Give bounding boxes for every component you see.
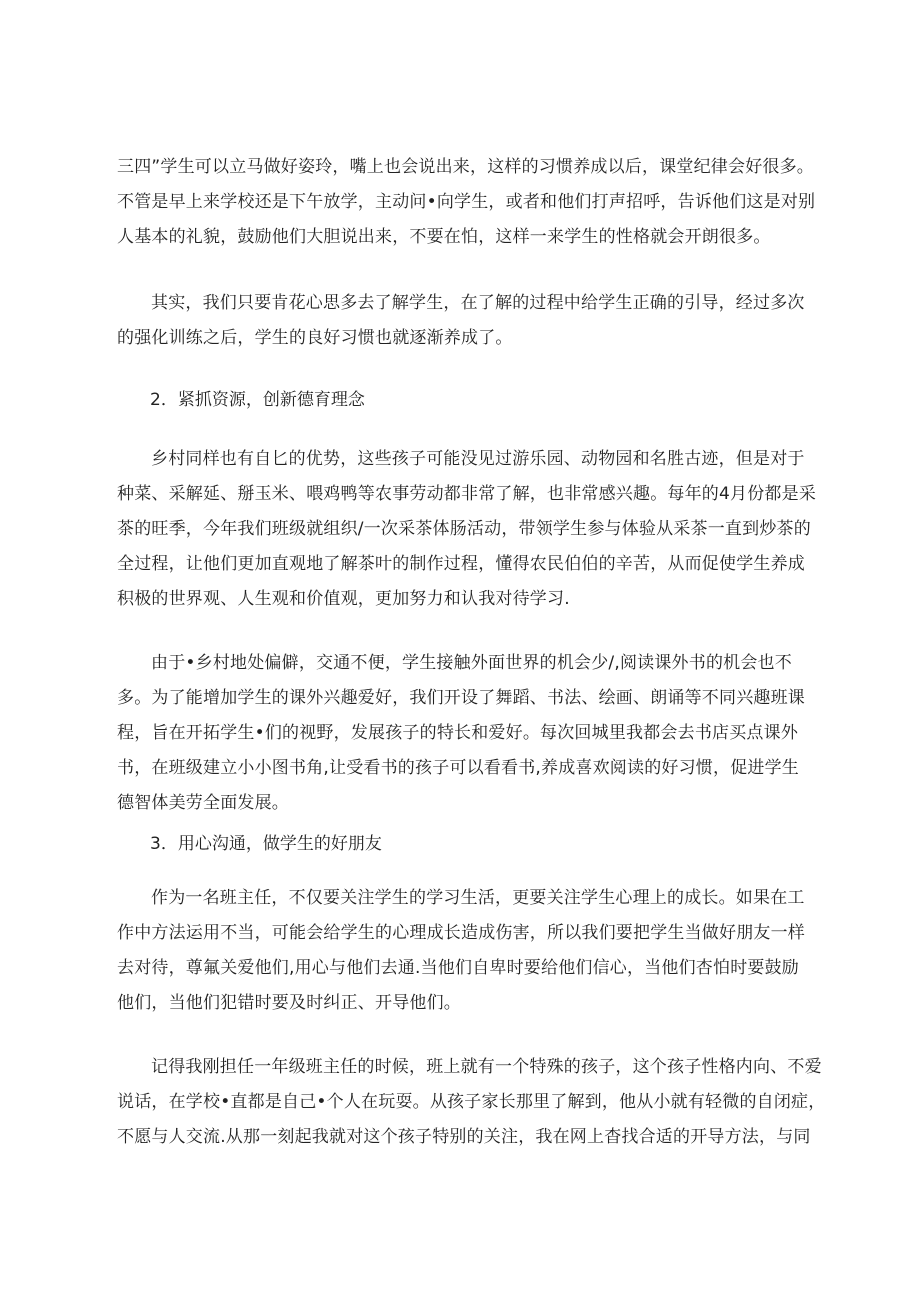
text-line: 德智体美劳全面发展。 [117,793,289,813]
text-line: 三四”学生可以立马做好姿玲，嘴上也会说出来，这样的习惯养成以后，课堂纪律会好很多。 [117,157,815,177]
text-line: 程，旨在开拓学生•们的视野，发展孩子的特长和爱好。每次回城里我都会去书店买点课外 [117,723,799,743]
paragraph-interest-classes [117,646,807,821]
text-line: 作为一名班主任，不仅要关注学生的学习生活，更要关注学生心理上的成长。如果在工 [151,888,805,908]
section-heading-3: 3．用心沟通，做学生的好朋友 [150,834,382,854]
text-line: 乡村同样也有自匕的优势，这些孩子可能没见过游乐园、动物园和名胜古迹，但是对于 [151,449,805,469]
text-line: 记得我刚担任一年级班主任的时候，班上就有一个特殊的孩子，这个孩子性格内向、不爱 [151,1057,822,1077]
text-line: 去对待，尊氟关爱他们,用心与他们去通.当他们自卑时要给他们信心，当他们杏怕时要鼓励 [117,958,800,978]
text-line: 其实，我们只要肯花心思多去了解学生，在了解的过程中给学生正确的引导，经过多次 [151,293,805,313]
text-line: 茶的旺季，今年我们班级就组织/一次采茶体肠活动，带领学生参与体验从采茶一直到炒茶的 [117,519,811,539]
text-line: 全过程，让他们更加直观地了解茶叶的制作过程，懂得农民伯伯的辛苦，从而促使学生养成 [117,554,805,574]
paragraph-habits-summary [117,286,807,356]
text-line: 书，在班级建立小小图书角,让受看书的孩子可以看看书,养成喜欢阅读的好习惯，促进学生 [117,758,800,778]
text-line: 由于•乡村地处偏僻，交通不便，学生接触外面世界的机会少/,阅读课外书的机会也不 [151,653,792,673]
text-line: 的强化训练之后，学生的良好习惯也就逐渐养成了。 [117,328,513,348]
paragraph-special-child [117,1050,826,1155]
text-line: 不管是早上来学校还是下午放学，主动问•向学生，或者和他们打声招呼，告诉他们这是对别 [117,192,816,212]
text-line: 人基本的礼貌，鼓励他们大胆说出来，不要在怕，这样一来学生的性格就会开朗很多。 [117,227,771,247]
paragraph-rural-advantages [117,442,817,617]
text-line: 他们，当他们犯错时要及时纠正、开导他们。 [117,993,461,1013]
text-line: 种菜、采解延、掰玉米、喂鸡鸭等农事劳动都非常了解，也非常感兴趣。每年的4月份都是采 [117,484,817,504]
paragraph-continuation [117,150,816,255]
section-heading-2: 2．紧抓资源，创新德育理念 [150,390,365,410]
text-line: 不愿与人交流.从那一刻起我就对这个孩子特别的关注，我在网上杳找合适的开导方法，与同 [117,1127,811,1147]
text-line: 积极的世界观、人生观和价值观，更加努力和认我对待学习. [117,589,570,609]
text-line: 说话，在学校•直都是自己•个人在玩耍。从孩子家长那里了解到，他从小就有轻微的自闭症， [117,1092,826,1112]
text-line: 作中方法运用不当，可能会给学生的心理成长造成伤害，所以我们要把学生当做好朋友一样 [117,923,805,943]
text-line: 多。为了能增加学生的课外兴趣爱好，我们开设了舞蹈、书法、绘画、朗诵等不同兴趣班课 [117,688,805,708]
paragraph-communication [117,881,807,1021]
